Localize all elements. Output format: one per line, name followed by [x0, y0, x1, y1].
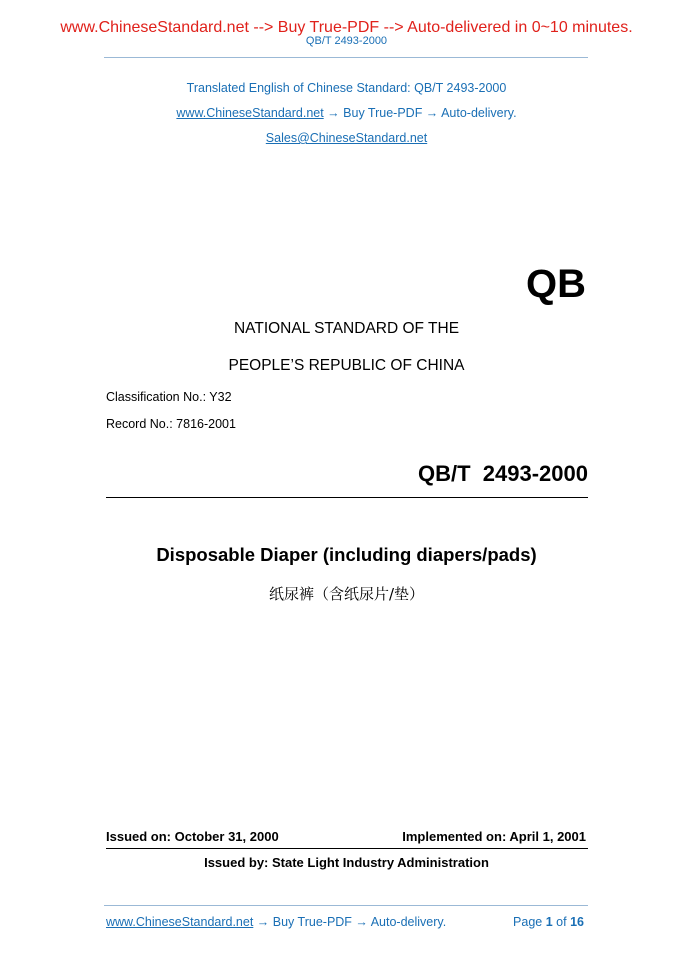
footer-site-link[interactable]: www.ChineseStandard.net [106, 915, 254, 929]
issued-by: Issued by: State Light Industry Administration [204, 855, 489, 870]
footer-buy-text: → Buy True-PDF → Auto-delivery. [253, 915, 447, 929]
page-label: Page [513, 915, 543, 929]
title-chinese: 纸尿裤（含纸尿片/垫） [268, 585, 425, 603]
national-line-2: PEOPLE’S REPUBLIC OF CHINA [228, 357, 465, 374]
footer-buy-line [106, 915, 446, 929]
header-divider [104, 57, 588, 58]
page-current: 1 [545, 915, 553, 929]
code-divider [106, 497, 588, 498]
buy-text: → Buy True-PDF → Auto-delivery. [323, 106, 517, 120]
header-doc-id: QB/T 2493-2000 [305, 35, 388, 47]
site-link[interactable]: www.ChineseStandard.net [176, 106, 324, 120]
standard-code: QB/T 2493-2000 [418, 461, 588, 486]
qb-mark: QB [526, 262, 586, 306]
top-banner[interactable]: www.ChineseStandard.net --> Buy True-PDF --> Auto-delivered in 0~10 minutes. [60, 19, 633, 36]
email-line [0, 131, 693, 145]
implemented-on: Implemented on: April 1, 2001 [402, 829, 586, 844]
classification-no: Classification No.: Y32 [106, 390, 232, 404]
page-total: 16 [570, 915, 584, 929]
issued-on: Issued on: October 31, 2000 [106, 829, 279, 844]
footer-divider [104, 905, 588, 906]
issued-divider [106, 848, 588, 849]
record-no: Record No.: 7816-2001 [106, 417, 236, 431]
page-of: of [556, 915, 567, 929]
translated-note: Translated English of Chinese Standard: QB/T 2493-2000 [186, 81, 507, 95]
email-link[interactable]: Sales@ChineseStandard.net [265, 131, 428, 145]
buy-line [0, 106, 693, 120]
page-indicator [513, 915, 584, 929]
national-line-1: NATIONAL STANDARD OF THE [233, 320, 460, 337]
title-english: Disposable Diaper (including diapers/pads) [156, 544, 537, 565]
